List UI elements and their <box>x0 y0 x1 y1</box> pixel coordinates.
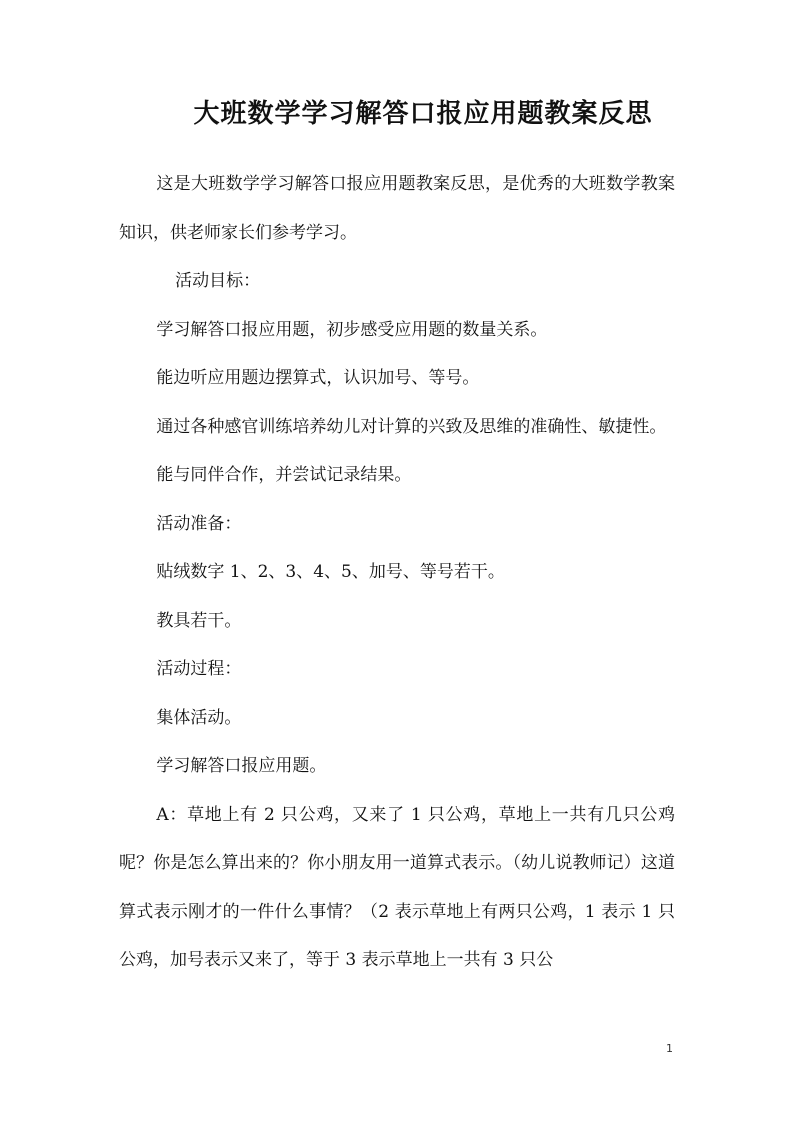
paragraph-process-2: 学习解答口报应用题。 <box>156 756 327 776</box>
paragraph-activity-goals-heading: 活动目标： <box>175 271 261 291</box>
page-number: 1 <box>666 1042 673 1055</box>
paragraph-goal-2: 能边听应用题边摆算式，认识加号、等号。 <box>156 368 480 388</box>
paragraph-process-1: 集体活动。 <box>156 707 242 728</box>
paragraph-example-a: A：草地上有 2 只公鸡，又来了 1 只公鸡，草地上一共有几只公鸡呢？你是怎么算出来的？你小朋友用一道算式表示。（幼儿说教师记）这道算式表示刚才的一件什么事情？（2 表示草地上有两只公鸡，1 表示 1 只公鸡，加号表示又来了，等于 3 表示草地上一共有 3 只公 <box>119 804 675 970</box>
paragraph-goal-1: 学习解答口报应用题，初步感受应用题的数量关系。 <box>156 319 548 340</box>
paragraph-goal-3: 通过各种感官训练培养幼儿对计算的兴致及思维的准确性、敏捷性。 <box>156 416 667 437</box>
paragraph-goal-4: 能与同伴合作，并尝试记录结果。 <box>156 465 412 485</box>
paragraph-intro: 这是大班数学学习解答口报应用题教案反思，是优秀的大班数学教案知识，供老师家长们参考学习。 <box>119 174 675 243</box>
paragraph-preparation-1: 贴绒数字 1、2、3、4、5、加号、等号若干。 <box>156 562 505 582</box>
paragraph-preparation-heading: 活动准备： <box>156 513 242 534</box>
paragraph-process-heading: 活动过程： <box>156 659 242 679</box>
paragraph-preparation-2: 教具若干。 <box>156 610 242 631</box>
document-body <box>119 160 675 985</box>
document-title: 大班数学学习解答口报应用题教案反思 <box>193 99 653 129</box>
